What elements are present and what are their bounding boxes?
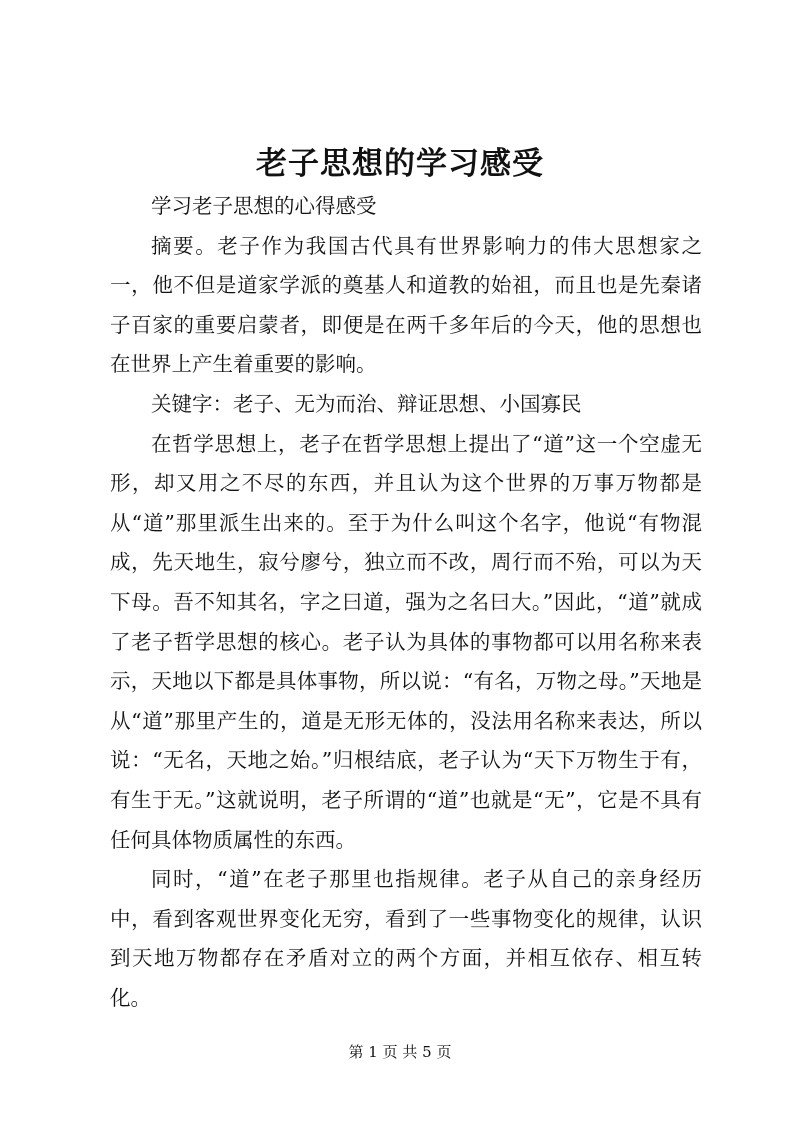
document-body — [110, 187, 702, 1018]
keywords-paragraph: 关键字：老子、无为而治、辩证思想、小国寡民 — [151, 391, 582, 416]
body-paragraph: 同时，“道”在老子那里也指规律。老子从自己的亲身经历中，看到客观世界变化无穷，看到了一些事物变化的规律，认识到天地万物都存在矛盾对立的两个方面，并相互依存、相互转化。 — [110, 867, 702, 1010]
page-number-footer: 第 1 页 共 5 页 — [348, 1043, 452, 1061]
document-title: 老子思想的学习感受 — [256, 146, 544, 182]
abstract-paragraph: 摘要。老子作为我国古代具有世界影响力的伟大思想家之一，他不但是道家学派的奠基人和道教的始祖，而且也是先秦诸子百家的重要启蒙者，即便是在两千多年后的今天，他的思想也在世界上产生着重要的影响。 — [110, 233, 702, 377]
subtitle-paragraph: 学习老子思想的心得感受 — [151, 194, 377, 218]
body-paragraph: 在哲学思想上，老子在哲学思想上提出了“道”这一个空虚无形，却又用之不尽的东西，并且认为这个世界的万事万物都是从“道”那里派生出来的。至于为什么叫这个名字，他说“有物混成，先天地生，寂兮廖兮，独立而不改，周行而不殆，可以为天下母。吾不知其名，字之曰道，强为之名曰大。”因此，“道”就成了老子哲学思想的核心。老子认为具体的事物都可以用名称来表示，天地以下都是具体事物，所以说：“有名，万物之母。”天地是从“道”那里产生的，道是无形无体的，没法用名称来表达，所以说：“无名，天地之始。”归根结底，老子认为“天下万物生于有，有生于无。”这就说明，老子所谓的“道”也就是“无”，它是不具有任何具体物质属性的东西。 — [110, 431, 702, 852]
